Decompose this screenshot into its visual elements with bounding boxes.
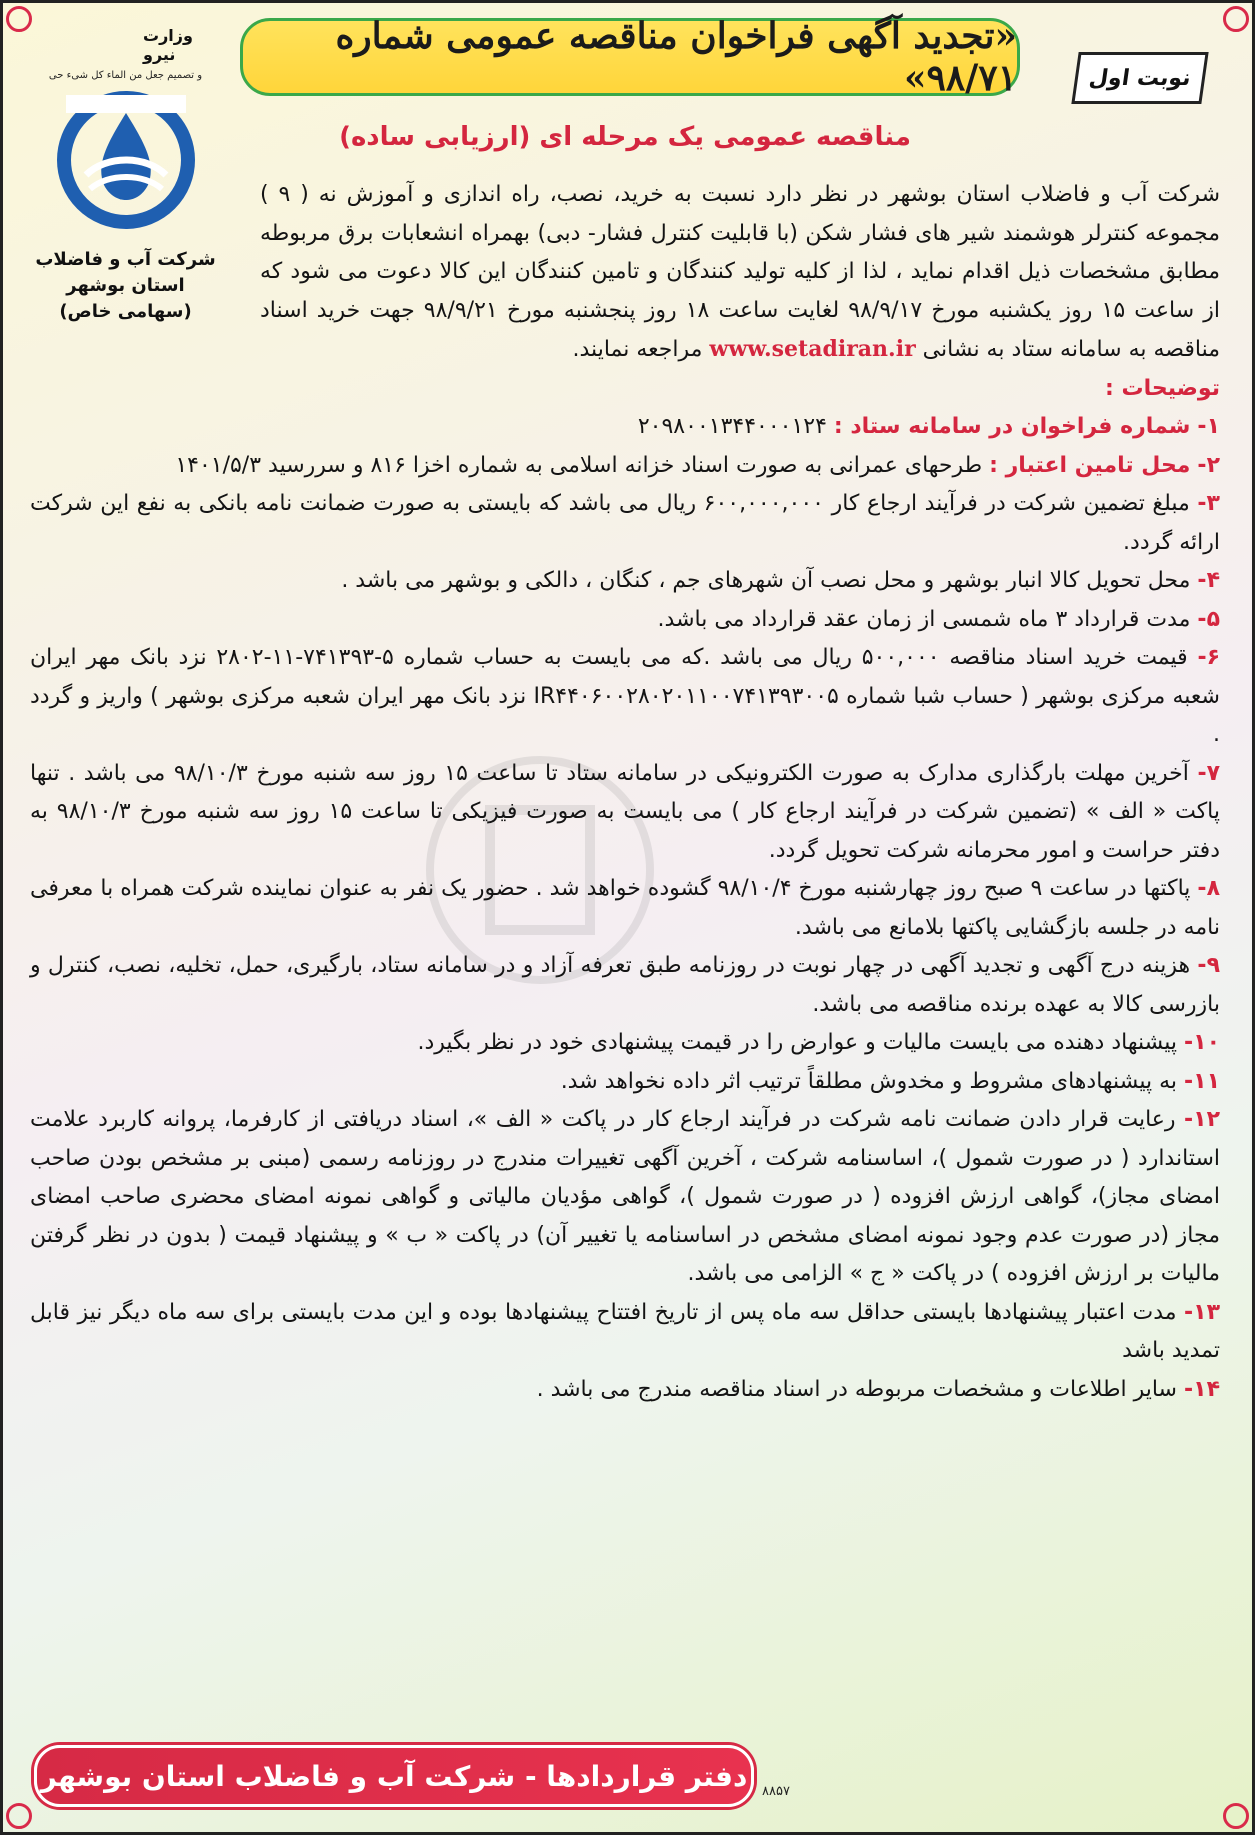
item-text: مدت اعتبار پیشنهادها بایستی حداقل سه ماه پس از تاریخ افتتاح پیشنهادها بوده و این مدت بایستی برای سه ماه دیگر نیز قابل تمدید باشد [30, 1299, 1220, 1363]
item-number: ۵- [1197, 606, 1220, 632]
item-number: ۹- [1197, 953, 1220, 978]
item-number: ۷- [1197, 760, 1221, 786]
intro-text: شرکت آب و فاضلاب استان بوشهر در نظر دارد نسبت به خرید، نصب، راه اندازی و آموزش نه ( ۹ ) مجموعه کنترلر هوشمند شیر های فشار شکن (با قابلیت کنترل فشار- دبی) بهمراه انشعابات برق مربوطه مطابق مشخصات ذیل اقدام نماید ، لذا از کلیه تولید کنندگان و تامین کنندگان این کالا دعوت می شود که از ساعت ۱۵ روز یکشنبه مورخ ۹۸/۹/۱۷ لغایت ساعت ۱۸ روز پنجشنبه مورخ ۹۸/۹/۲۱ جهت خرید اسناد مناقصه به سامانه ستاد به نشانی [260, 182, 1220, 362]
list-item [30, 562, 1220, 601]
item-label: محل تامین اعتبار : [989, 452, 1191, 478]
intro-paragraph [30, 176, 1220, 370]
list-item [30, 947, 1220, 1024]
item-label: شماره فراخوان در سامانه ستاد : [833, 414, 1191, 439]
corner-ornament [1223, 1803, 1249, 1829]
item-number: ۱۴- [1184, 1376, 1220, 1402]
item-text: سایر اطلاعات و مشخصات مربوطه در اسناد مناقصه مندرج می باشد . [536, 1376, 1177, 1402]
item-text: مدت قرارداد ۳ ماه شمسی از زمان عقد قرارداد می باشد. [657, 606, 1191, 632]
list-item [30, 485, 1220, 562]
item-number: ۳- [1197, 491, 1220, 516]
item-text: مبلغ تضمین شرکت در فرآیند ارجاع کار ۶۰۰,۰۰۰,۰۰۰ ریال می باشد که بایستی به صورت ضمانت نامه بانکی به نفع این شرکت ارائه گردد. [30, 491, 1220, 555]
tender-title: «تجدید آگهی فراخوان مناقصه عمومی شماره ۹۸/۷۱» [335, 15, 1017, 99]
item-text: طرحهای عمرانی به صورت اسناد خزانه اسلامی به شماره اخزا ۸۱۶ و سررسید ۱۴۰۱/۵/۳ [175, 452, 983, 478]
company-name-line: (سهامی خاص) [59, 301, 192, 322]
item-number: ۶- [1197, 645, 1221, 670]
list-item [30, 447, 1220, 486]
item-text: پیشنهاد دهنده می بایست مالیات و عوارض را در قیمت پیشنهادی خود در نظر بگیرد. [417, 1030, 1177, 1055]
notice-body [30, 176, 1220, 1409]
item-text: قیمت خرید اسناد مناقصه ۵۰۰,۰۰۰ ریال می باشد .که می بایست به حساب شماره ۵-۷۴۱۳۹۳-۱۱-۲۸۰۲ نزد بانک مهر ایران شعبه مرکزی بوشهر ( حساب شبا شماره IR۴۴۰۶۰۰۲۸۰۲۰۱۱۰۰۷۴۱۳۹۳۰۰۵ نزد بانک مهر ایران شعبه مرکزی بوشهر ) واریز و گردد . [30, 645, 1220, 747]
item-text: ۲۰۹۸۰۰۱۳۴۴۰۰۰۱۲۴ [637, 414, 827, 439]
list-item [30, 1101, 1220, 1294]
item-number: ۱۱- [1184, 1068, 1220, 1094]
list-item [30, 639, 1220, 755]
round-badge: نوبت اول [1071, 52, 1208, 104]
list-item [30, 601, 1220, 640]
list-item [30, 1024, 1220, 1063]
item-number: ۱۲- [1184, 1107, 1220, 1132]
item-text: آخرین مهلت بارگذاری مدارک به صورت الکترونیکی در سامانه ستاد تا ساعت ۱۵ روز سه شنبه مورخ ۹۸/۱۰/۳ می باشد . تنها پاکت « الف » (تضمین شرکت در فرآیند ارجاع کار ) می بایست به صورت فیزیکی تا ساعت ۱۵ روز سه شنبه مورخ ۹۸/۱۰/۳ به دفتر حراست و امور محرمانه شرکت تحویل گردد. [30, 760, 1220, 863]
item-text: به پیشنهادهای مشروط و مخدوش مطلقاً ترتیب اثر داده نخواهد شد. [560, 1068, 1177, 1094]
footer-banner [34, 1745, 754, 1807]
list-item [30, 1294, 1220, 1371]
item-text: پاکتها در ساعت ۹ صبح روز چهارشنبه مورخ ۹۸/۱۰/۴ گشوده خواهد شد . حضور یک نفر به عنوان نماینده شرکت همراه با معرفی نامه در جلسه بازگشایی پاکتها بلامانع می باشد. [30, 876, 1220, 940]
ad-code: ۸۸۵۷ [762, 1784, 790, 1799]
website-link[interactable]: www.setadiran.ir [709, 336, 916, 362]
item-text: رعایت قرار دادن ضمانت نامه شرکت در فرآیند ارجاع کار در پاکت « الف »، اسناد دریافتی از کارفرما، پروانه کاربرد علامت استاندارد ( در صورت شمول )، اساسنامه شرکت ، آخرین آگهی تغییرات مندرج در روزنامه رسمی (مبنی بر مشخص بودن صاحب امضای مجاز)، گواهی ارزش افزوده ( در صورت شمول )، گواهی مؤدیان مالیاتی و گواهی نمونه امضای محضری صاحب امضای مجاز (در صورت عدم وجود نمونه امضای مشخص در اساسنامه یا تغییر آن) در پاکت « ب » و پیشنهاد قیمت ( بدون در نظر گرفتن مالیات بر ارزش افزوده ) در پاکت « ج » الزامی می باشد. [30, 1107, 1220, 1286]
item-number: ۴- [1197, 568, 1220, 593]
list-item [30, 1063, 1220, 1102]
item-number: ۱۳- [1184, 1299, 1220, 1325]
list-item [30, 870, 1220, 947]
item-number: ۱- [1197, 414, 1220, 439]
list-item [30, 755, 1220, 871]
corner-ornament [6, 1803, 32, 1829]
item-number: ۸- [1197, 876, 1220, 901]
notes-heading: توضیحات : [1105, 375, 1220, 401]
corner-ornament [1223, 6, 1249, 32]
company-name-line: شرکت آب و فاضلاب [35, 249, 216, 270]
item-text: هزینه درج آگهی و تجدید آگهی در چهار نوبت در روزنامه طبق تعرفه آزاد و در سامانه ستاد، بارگیری، حمل، تخلیه، نصب، کنترل و بازرسی کالا به عهده برنده مناقصه می باشد. [30, 953, 1220, 1017]
item-number: ۱۰- [1184, 1030, 1220, 1055]
list-item [30, 1371, 1220, 1410]
footer-text: دفتر قراردادها - شرکت آب و فاضلاب استان بوشهر [40, 1759, 748, 1793]
company-name-line: استان بوشهر [66, 275, 185, 296]
logo-slogan: و تصمیم جعل من الماء کل شیء حی [48, 70, 203, 81]
item-number: ۲- [1197, 452, 1220, 478]
item-text: محل تحویل کالا انبار بوشهر و محل نصب آن شهرهای جم ، کنگان ، دالکی و بوشهر می باشد . [341, 568, 1191, 593]
ministry-label: وزارت نیرو [143, 26, 193, 64]
intro-text-end: مراجعه نمایند. [572, 337, 703, 362]
title-banner [240, 15, 1020, 99]
tender-subtitle: مناقصه عمومی یک مرحله ای (ارزیابی ساده) [339, 122, 911, 152]
list-item [30, 408, 1220, 447]
